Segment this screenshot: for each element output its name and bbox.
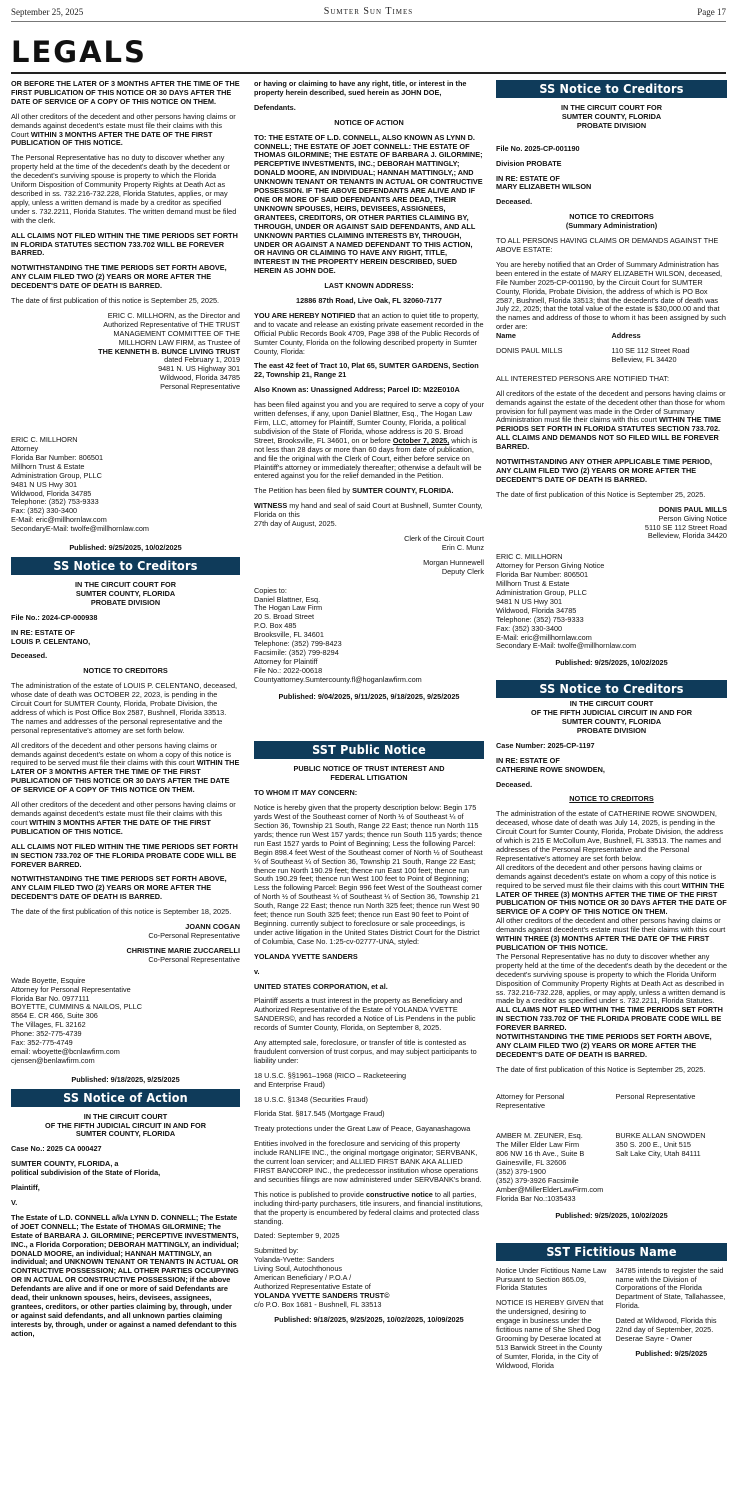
page-number: Page 17 [697,7,726,17]
division: Division PROBATE [496,158,562,168]
deceased-label: Deceased. [496,197,533,207]
paragraph: The Petition has been filed by SUMTER COUNTY, FLORIDA. [254,486,454,496]
paragraph: All creditors of the estate of the decedent and persons having claims or demands against the estate of the decedent other than those for whom provision for full payment was made in the Order of Summary Administration must file their claims with this court WITHIN THE TIME PERIODS SET FORTH IN FLORIDA STATUTES SECTION 733.702. ALL CLAIMS AND DEMANDS NOT SO FILED WILL BE FOREVER BARRED. [496,388,726,452]
salutation: TO WHOM IT MAY CONCERN: [254,788,358,798]
paragraph: All other creditors of the decedent and other persons having claims or demands against decedent's estate must file their claims with this court WITHIN 3 MONTHS AFTER THE DATE OF THE FIRST PUBLICATION OF THIS NOTICE. [11,800,236,836]
paragraph: All other creditors of the decedent and other persons having claims or demands against decedent's estate must file their claims with this Court WITHIN 3 MONTHS AFTER THE DATE OF THE FIRST PUBLICATION OF THIS NOTICE. [11,111,236,148]
paragraph: WITNESS my hand and seal of said Court at Bushnell, Sumter County, Florida on this 27th day of August, 2025. [254,501,483,529]
file-number: File No. 2025-CP-001190 [496,143,580,153]
table-header: Name Address [496,331,641,341]
deceased-label: Deceased. [11,651,48,661]
attorney-block: Wade Boyette, Esquire Attorney for Personal Representative Florida Bar No. 0977111 BOYETTE, CUMMINS & NAILOS, PLLC 8564 E. CR 466, Suite 306 The Villages, FL 32162 Phone: 352-775-4739 Fax: 352-775-4749 email: wboyette@bcnlawfirm.com cjensen@benlawfirm.com [11,975,142,1065]
published-dates: Published: 9/18/2025, 9/25/2025 [71,1074,180,1084]
paragraph: or having or claiming to have any right, title, or interest in the property herein described, sued herein as JOHN DOE, [254,79,467,97]
copies-to: Copies to: Daniel Blattner, Esq. The Hogan Law Firm 20 S. Broad Street P.O. Box 485 Brooksville, FL 34601 Telephone: (352) 799-8423 Facsimile: (352) 799-8294 Attorney for Plaintiff File No.: 2022-00618 Countyattorney.Sumtercounty.fl@hoganlawfirm.com [254,585,422,684]
paragraph: All creditors of the decedent and other persons having claims or demands against decedent's estate on whom a copy of this notice is required to be served must file their claims with this court WITHIN THE LATER OF 3 MONTHS AFTER THE TIME OF THE FIRST PUBLICATION OF THIS NOTICE OR 30 DAYS AFTER THE DATE OF SERVICE OF A COPY OF THIS NOTICE ON THEM. [11,740,240,795]
signature-labels: Attorney for Personal Representative Personal Representative [496,1091,696,1110]
court-name: IN THE CIRCUIT COURT FOR SUMTER COUNTY, FLORIDA PROBATE DIVISION [561,103,662,130]
deputy-clerk-signature: Morgan Hunnewell Deputy Clerk [423,557,484,576]
file-number: File No.: 2024-CP-000938 [11,612,98,622]
published-dates: Published: 9/25/2025, 10/02/2025 [555,658,668,668]
notice-title: NOTICE TO CREDITORS [569,794,654,804]
plaintiff-name: SUMTER COUNTY, FLORIDA, a political subdivision of the State of Florida, [11,1159,161,1178]
defendants-label: Defendants. [254,102,296,112]
fictitious-name-notice: Notice Under Fictitious Name Law Pursuant to Section 865.09, Florida Statutes NOTICE IS HEREBY GIVEN that the undersigned, desiring to engage in business under the fictitious name of She Shed Dog Grooming by Deserae located at 513 Barwick Street in the County of Sumter, Florida, in the City of Wildwood, Florida 34785 intends to register the said name with the Division of Corporations of the Florida Department of State, Tallahassee, Florida. Dated at Wildwood, Florida this 22nd day of September, 2025. Deserae Sayre - Owner Published: 9/25/2025 [496,1265,726,1370]
paragraph: ALL INTERESTED PERSONS ARE NOTIFIED THAT: [496,373,669,383]
paragraph: The date of first publication of this notice is September 25, 2025. [11,296,220,306]
party-name: YOLANDA YVETTE SANDERS [254,951,358,961]
notice-title: NOTICE OF ACTION [334,117,404,127]
paragraph: Any attempted sale, foreclosure, or transfer of title is contested as fraudulent conversion of trust corpus, and may subject participants to liability under: [254,1038,477,1065]
page-header [0,0,737,22]
paragraph: NOTWITHSTANDING THE TIME PERIODS SET FORTH ABOVE, ANY CLAIM FILED TWO (2) YEARS OR MORE AFTER THE DECEDENT'S DATE OF DEATH IS BARRED. [496,1032,712,1059]
paragraph: YOU ARE HEREBY NOTIFIED that an action to quiet title to property, and to vacate and release an existing private easement recorded in the Official Public Records Book 4709, Page 398 of the Public Records of Sumter County, Florida on the following described property in Sumter County, Florida: [254,310,484,356]
notice-header: SS Notice of Action [11,1089,240,1107]
versus-label: V. [11,1198,18,1207]
paragraph: The Personal Representative has no duty to discover whether any property held at the time of the decedent's death by the decedent or the decedent's surviving spouse is property to which the Florida Uniform Disposition of Community Property Rights at Death Act as described in ss. 732.216-732.228, applies, or may apply, unless a written demand is made by a creditor as specified under s. 732.2211, Florida Statutes. [496,951,727,1006]
address-heading: LAST KNOWN ADDRESS: [324,281,414,291]
party-name: UNITED STATES CORPORATION, et al. [254,981,388,991]
column-3 [496,80,727,1377]
published-dates: Published: 9/04/2025, 9/11/2025, 9/18/2025, 9/25/2025 [278,691,460,701]
table-row: DONIS PAUL MILLS 110 SE 112 Street Road Belleview, FL 34420 [496,346,690,364]
published-dates: Published: 9/25/2025, 10/02/2025 [69,543,182,553]
paragraph: Plaintiff asserts a trust interest in the property as Beneficiary and Authorized Representative of the Estate of YOLANDA YVETTE SANDERS©, and has recorded a Notice of Lis Pendens in the public records of Sumter County, Florida, on September 8, 2025. [254,996,476,1033]
paragraph: ALL CLAIMS NOT FILED WITHIN THE TIME PERIODS SET FORTH IN FLORIDA STATUTES SECTION 733.702 WILL BE FOREVER BARRED. [11,230,238,258]
published-dates: Published: 9/18/2025, 9/25/2025, 10/02/2025, 10/09/2025 [274,1314,464,1324]
notice-header: SST Fictitious Name [496,1243,727,1261]
notice-header: SST Public Notice [254,741,484,759]
case-number: Case Number: 2025-CP-1197 [496,740,595,750]
paragraph: The date of the first publication of this notice is September 18, 2025. [11,907,232,917]
section-rule [11,72,726,74]
attorney-block: ERIC C. MILLHORN Attorney for Person Giving Notice Florida Bar Number: 806501 Millhorn Trust & Estate Administration Group, PLLC 9481 N US Hwy 301 Wildwood, Florida 34785 Telephone: (352) 753-9333 Fax: (352) 330-3400 E-Mail: eric@millhornlaw.com Secondary E-Mail: twolfe@millhornlaw.com [496,552,637,651]
case-number: Case No.: 2025 CA 000427 [11,1144,102,1154]
estate-name: IN RE: ESTATE OF MARY ELIZABETH WILSON [496,173,592,192]
paragraph: ALL CLAIMS NOT FILED WITHIN THE TIME PERIODS SET FORTH IN SECTION 733.702 OF THE FLORIDA PROBATE CODE WILL BE FOREVER BARRED. [496,1005,723,1033]
signature-block: ERIC C. MILLHORN, as the Director and Authorized Representative of THE TRUST MANAGEMENT COMMITTEE OF THE MILLHORN LAW FIRM, as Trustee of THE KENNETH B. BUNCE LIVING TRUST dated February 1, 2019 9481 N. US Highway 301 Wildwood, Florida 34785 Personal Representative [98,310,240,392]
statute: 18 U.S.C. §1348 (Securities Fraud) [254,1094,368,1104]
paragraph: The administration of the estate of LOUIS P. CELENTANO, deceased, whose date of death was OCTOBER 22, 2023, is pending in the Circuit Court for SUMTER County, Florida, Probate Division, the address of which is Post Office Box 2587, Bushnell, Florida 33513. The names and addresses of the personal representative and the personal representative's attorney are set forth below. [11,681,238,735]
paragraph: NOTWITHSTANDING THE TIME PERIODS SET FORTH ABOVE, ANY CLAIM FILED TWO (2) YEARS OR MORE AFTER THE DECEDENT'S DATE OF DEATH IS BARRED. [11,263,227,291]
published-dates: Published: 9/25/2025, 10/02/2025 [555,1210,668,1220]
deceased-label: Deceased. [496,779,533,789]
paragraph: has been filed against you and you are required to serve a copy of your written defenses, if any, upon Daniel Blattner, Esq., The Hogan Law Firm, LLC, attorney for Plaintiff, Sumter County, Florida, a political subdivision of the State of Florida, whose address is 20 S. Broad Street, Brooksville, FL 34601, on or before October 7, 2025, which is not less than 28 days or more than 60 days from date of publication, and file the original with the Clerk of Court, either before service on Plaintiff's attorney or immediately thereafter; otherwise a default will be entered against you for the relief demanded in the Petition. [254,400,484,481]
last-known-address: 12886 87th Road, Live Oak, FL 32060-7177 [296,296,442,306]
attorney-block: ERIC C. MILLHORN Attorney Florida Bar Number: 806501 Millhorn Trust & Estate Administration Group, PLLC 9481 N US Hwy 301 Wildwood, Florida 34785 Telephone: (352) 753-9333 Fax: (352) 330-3400 E-Mail: eric@millhornlaw.com SecondaryE-Mail: twolfe@millhornlaw.com [11,435,149,534]
issue-date: September 25, 2025 [11,7,84,17]
notice-title: PUBLIC NOTICE OF TRUST INTEREST AND FEDERAL LITIGATION [293,764,445,783]
paragraph: The date of first publication of this Notice is September 25, 2025. [496,489,706,499]
paragraph: TO: THE ESTATE OF L.D. CONNELL, ALSO KNOWN AS LYNN D. CONNELL; THE ESTATE OF JOET CONNELL: THE ESTATE OF THOMAS GILORMINE; THE ESTATE OF BARBARA J. GILORMINE; PERCEPTIVE INVESTMENTS, INC.; DEBORAH MATTINGLY; DONALD MOORE, AN INDIVIDUAL; HANNAH MATTINGLY,; AND UNKNOWN TENANT OR TENANTS IN ACTUAL OR CONTRUCTIVE POSSESSION. IF THE ABOVE DEFENDANTS ARE ALIVE AND IF ONE OR MORE OF SAID DEFENDANTS ARE DEAD, THEIR UNKNOWN SPOUSES, HEIRS, DEVISEES, ASSIGNEES, GRANTEES, CREDITORS, OR OTHER PARTIES CLAIMING BY, THROUGH, UNDER OR AGAINST SAID DEFENDANTS, AND ALL UNKNOWN PARTIES CLAIMING INTERESTS BY, THROUGH, UNDER OR AGAINST A NAMED DEFENDANT TO THIS ACTION, OR HAVING OR CLAIMING TO HAVE ANY RIGHT, TITLE, INTEREST IN THE PROPERTY HEREIN DESCRIBED, SUED HEREIN AS JOHN DOE. [254,132,483,276]
estate-name: IN RE: ESTATE OF LOUIS P. CELENTANO, [11,627,91,646]
court-name: IN THE CIRCUIT COURT FOR SUMTER COUNTY, FLORIDA PROBATE DIVISION [75,579,176,607]
newspaper-name: Sumter Sun Times [323,6,414,17]
paragraph: This notice is published to provide constructive notice to all parties, including third-party purchasers, title insurers, and financial institutions, that the property is encumbered by federal claims and protected class standing. [254,1189,483,1226]
column-2 [254,80,484,1331]
notice-header: SS Notice to Creditors [496,680,727,698]
header-rule [11,21,726,22]
paragraph: NOTWITHSTANDING THE TIME PERIODS SET FORTH ABOVE, ANY CLAIM FILED TWO (2) YEARS OR MORE AFTER THE DECEDENT'S DATE OF DEATH IS BARRED. [11,874,227,902]
paragraph: All creditors of the decedent and other persons having claims or demands against decedent's estate on whom a copy of this notice is required to be served must file their claims with this court WITHIN THE LATER OF THREE (3) MONTHS AFTER THE TIME OF THE FIRST PUBLICATION OF THIS NOTICE OR 30 DAYS AFTER THE DATE OF SERVICE OF A COPY OF THIS NOTICE ON THEM. [496,862,727,917]
notice-title: NOTICE TO CREDITORS [83,666,168,676]
paragraph: Entities involved in the foreclosure and servicing of this property include RANLIFE INC., the original mortgage originator; SERVBANK, the current loan servicer; and ALLIED FIRST BANK AKA ALLIED FIRST BANCORP INC., the predecessor institution whose operations and securities filings are now administered under SERVBANK's brand. [254,1139,482,1184]
parcel-id: Also Known as: Unassigned Address; Parcel ID: M22E010A [254,385,460,395]
paragraph: The administration of the estate of CATHERINE ROWE SNOWDEN, deceased, whose date of death was July 14, 2025, is pending in the Circuit Court for Sumter County, Florida, Probate Division, the address of which is 215 E McCollum Ave, Bushnell, FL 33513. The names and addresses of the Personal Representative and the Personal Representative's attorney are set forth below. [496,809,723,863]
statute: 18 U.S.C. §§1961–1968 (RICO – Racketeering and Enterprise Fraud) [254,1070,407,1089]
paragraph: TO ALL PERSONS HAVING CLAIMS OR DEMANDS AGAINST THE ABOVE ESTATE: [496,236,719,254]
column-1 [11,80,240,1345]
dated-line: Dated: September 9, 2025 [254,1231,340,1241]
paragraph: ALL CLAIMS NOT FILED WITHIN THE TIME PERIODS SET FORTH IN SECTION 733.702 OF THE FLORIDA PROBATE CODE WILL BE FOREVER BARRED. [11,841,238,869]
paragraph: The date of first publication of this Notice is September 25, 2025. [496,1064,706,1074]
property-description: The east 42 feet of Tract 10, Plat 65, SUMTER GARDENS, Section 22, Township 21, Range 21 [254,361,479,380]
clerk-signature: Clerk of the Circuit Court Erin C. Munz [404,533,484,552]
notice-title: NOTICE TO CREDITORS (Summary Administration) [565,212,658,231]
section-title: LEGALS [11,35,147,69]
paragraph: You are hereby notified that an Order of Summary Administration has been entered in the estate of MARY ELIZABETH WILSON, deceased, File Number 2025-CP-001190, by the Circuit Court for SUMTER County, Florida, Probate Division, the address of which is PO Box 2587, Bushnell, Florida 33513; that the decedent's date of death was July 22, 2025; that the total value of the estate is $30,000.00 and that the names and address of those to whom it has been assigned by such order are: [496,259,726,332]
paragraph: All other creditors of the decedent and other persons having claims or demands against decedent's estate must file their claims with this court WITHIN THREE (3) MONTHS AFTER THE DATE OF THE FIRST PUBLICATION OF THIS NOTICE. [496,916,726,952]
paragraph: NOTWITHSTANDING ANY OTHER APPLICABLE TIME PERIOD, ANY CLAIM FILED TWO (2) YEARS OR MORE AFTER THE DECEDENT'S DATE OF DEATH IS BARRED. [496,457,713,484]
paragraph: The Personal Representative has no duty to discover whether any property held at the time of the decedent's death by the decedent or the decedent's surviving spouse is property to which the Florida Uniform Disposition of Community Property Rights at Death Act as described in ss. 732.216-732.228, Florida Statutes, applies, or may apply, unless a written demand is made by a creditor as specified under s. 732.2211, Florida Statutes. The written demand must be filed with the clerk. [11,153,237,225]
notice-header: SS Notice to Creditors [11,557,240,575]
statute: Florida Stat. §817.545 (Mortgage Fraud) [254,1109,385,1119]
paragraph: OR BEFORE THE LATER OF 3 MONTHS AFTER THE TIME OF THE FIRST PUBLICATION OF THIS NOTICE OR 30 DAYS AFTER THE DATE OF SERVICE OF A COPY OF THIS NOTICE ON THEM. [11,79,240,106]
signature-addresses: AMBER M. ZEUNER, Esq. The Miller Elder Law Firm 806 NW 16 th Ave., Suite B Gainesville, FL 32606 (352) 379-1900 (352) 379-3926 Facsimile Amber@MillerElderLawFirm.com Florida Bar No.:1035433 BURKE ALLAN SNOWDEN 350 S. 200 E., Unit 515 Salt Lake City, Utah 84111 [496,1131,706,1203]
submitted-by: Submitted by: Yolanda-Yvette: Sanders Living Soul, Autochthonous American Beneficiary / P.O.A / Authorized Representative Estate of YOLANDA YVETTE SANDERS TRUST© c/o P.O. Box 1681 - Bushnell, FL 33513 [254,1246,390,1309]
versus-label: v. [254,966,260,976]
paragraph: Notice is hereby given that the property description below: Begin 175 yards West of the Southeast corner of North ½ of Southeast ¼ of Section 36, Township 21 South, Range 22 East; thence run North 115 yards; thence run West 157 yards; thence run South 115 yards; thence run East 1527 yards to Point of Beginning; Less the following Parcel: Begin 898.4 feet West of the Southeast corner of North ½ of Southeast ¼ of Southeast ¼ of Section 36, Township 21 South, Range 22 East; thence run North 190.29 feet; thence run East 100 feet; thence run South 190.29 feet; thence run West 100 feet to Point of Beginning; Less the following Parcel: Begin 996 feet West of the Southeast corner of North ½ of Southeast ¼ of Southeast ¼ of Section 36, Township 21 South, Range 22 East; thence run North 325 feet; thence run West 90 feet; thence run South 325 feet; thence run East 90 feet to Point of Beginning. currently subject to foreclosure or sale proceedings, is under active litigation in the United States District Court for the District of Columbia, Case No. 1:25-cv-02777-UNA, styled: [254,803,483,946]
signature-block: JOANN COGAN Co-Personal Representative [148,922,240,940]
statute: Treaty protections under the Great Law of Peace, Gayanashagowa [254,1124,471,1134]
estate-name: IN RE: ESTATE OF CATHERINE ROWE SNOWDEN, [496,755,605,774]
plaintiff-label: Plaintiff, [11,1183,40,1193]
signature-block: CHRISTINE MARIE ZUCCARELLI Co-Personal Representative [126,945,240,964]
court-name: IN THE CIRCUIT COURT OF THE FIFTH JUDICIAL CIRCUIT IN AND FOR SUMTER COUNTY, FLORIDA [45,1111,206,1139]
court-name: IN THE CIRCUIT COURT OF THE FIFTH JUDICIAL CIRCUIT IN AND FOR SUMTER COUNTY, FLORIDA PROBATE DIVISION [531,699,692,735]
signature-block: DONIS PAUL MILLS Person Giving Notice 5110 SE 112 Street Road Belleview, Florida 34420 [644,504,727,541]
notice-header: SS Notice to Creditors [496,80,727,98]
defendants-list: The Estate of L.D. CONNELL a/k/a LYNN D. CONNELL; The Estate of JOET CONNELL; The Estate of THOMAS GILORMINE; The Estate of BARBARA J. GILORMINE; PERCEPTIVE INVESTMENTS, INC., a Florida Corporation; DEBORAH MATTINGLY, an individual; DONALD MOORE, an individual; HANNAH MATTINGLY, an individual; and UNKNOWN TENANT OR TENANTS IN ACTUAL OR CONTRUCTIVE POSSESSION; ALL OTHER PARTIES OCCUPYING OR IN ACTUAL OR CONSTRUCTIVE POSSESSION; if the above Defendants are alive and if one or more of said Defendants are dead, their unknown spouses, heirs, devisees, assignees, grantees, creditors, or other parties claiming by, through, under or against said defendants, and all unknown parties claiming interests by, through, under or against a named defendant to this action, [11,1212,239,1338]
